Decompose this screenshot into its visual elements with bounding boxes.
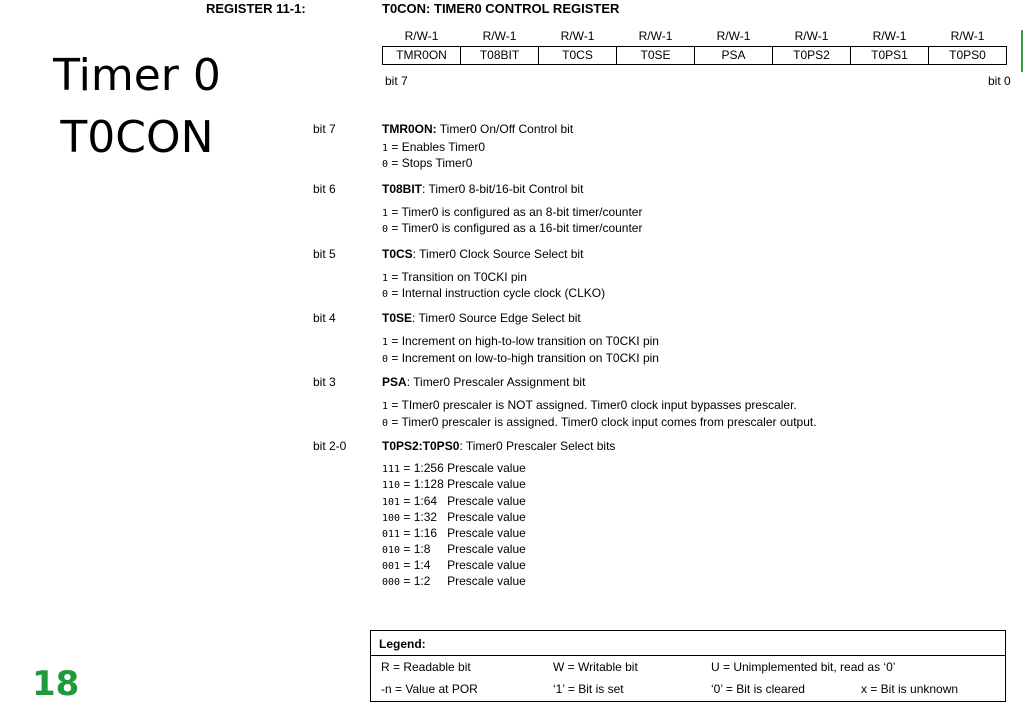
bit-value-text: = Transition on T0CKI pin (388, 270, 527, 284)
prescale-value-line (382, 526, 526, 540)
bit-value-code: 0 (382, 289, 389, 300)
bit-name-cell: T0PS0 (929, 46, 1007, 64)
access-cell: R/W-1 (716, 29, 751, 44)
access-row (383, 28, 1007, 46)
bit-field-desc: : Timer0 Source Edge Select bit (412, 311, 581, 325)
bit-heading (382, 182, 583, 196)
bit-field-name: TMR0ON: (382, 122, 437, 136)
bit-name-cell: T0PS1 (851, 46, 929, 64)
bit-value-code: 1 (382, 337, 389, 348)
bit-value-text: = 1:8 Prescale value (400, 542, 526, 556)
access-cell: R/W-1 (638, 29, 673, 44)
bit-number: bit 6 (313, 182, 336, 196)
bit-number: bit 2-0 (313, 439, 347, 453)
legend-bit-cleared: ‘0’ = Bit is cleared (711, 682, 805, 696)
bit-value-text: = Timer0 is configured as a 16-bit timer/counter (388, 221, 643, 235)
legend-readable: R = Readable bit (381, 660, 471, 674)
bit-value-line (382, 398, 797, 412)
bit-value-line (382, 415, 817, 429)
prescale-value-line (382, 510, 526, 524)
bit-value-line (382, 286, 605, 300)
bit-field-name: PSA (382, 375, 407, 389)
legend-box (370, 630, 1006, 702)
bit-field-desc: : Timer0 8-bit/16-bit Control bit (422, 182, 584, 196)
bit-number: bit 3 (313, 375, 336, 389)
bit-heading (382, 375, 585, 389)
access-cell: R/W-1 (872, 29, 907, 44)
bit-value-code: 0 (382, 224, 389, 235)
bit-heading (382, 439, 615, 453)
bit-value-line (382, 156, 472, 170)
prescale-value-line (382, 477, 526, 491)
page-number: 18 (32, 664, 80, 704)
bit-value-code: 1 (382, 143, 389, 154)
bit-value-code: 000 (382, 577, 401, 588)
bit-value-text: = 1:64 Prescale value (400, 494, 526, 508)
slide-title-timer0: Timer 0 (53, 50, 221, 101)
bit-field-name: T0PS2:T0PS0 (382, 439, 460, 453)
lsb-label: bit 0 (988, 74, 1011, 88)
bit-number: bit 7 (313, 122, 336, 136)
bit-field-name: T08BIT (382, 182, 423, 196)
legend-bit-set: ‘1’ = Bit is set (553, 682, 624, 696)
bit-name-cell: T0PS2 (773, 46, 851, 64)
bit-value-line (382, 270, 527, 284)
legend-value-at-por: -n = Value at POR (381, 682, 478, 696)
bit-field-name: T0SE (382, 311, 413, 325)
legend-writable: W = Writable bit (553, 660, 638, 674)
register-label: REGISTER 11-1: (206, 1, 306, 16)
bit-heading (382, 247, 583, 261)
bit-value-code: 0 (382, 159, 389, 170)
prescale-value-line (382, 461, 526, 475)
bit-value-text: = Enables Timer0 (388, 140, 486, 154)
register-bit-table (382, 28, 1007, 65)
bit-value-text: = Timer0 is configured as an 8-bit timer/counter (388, 205, 643, 219)
bit-value-code: 010 (382, 545, 401, 556)
bit-field-desc: Timer0 On/Off Control bit (436, 122, 574, 136)
legend-bit-unknown: x = Bit is unknown (861, 682, 959, 696)
bit-value-text: = 1:256 Prescale value (400, 461, 526, 475)
bit-value-line (382, 351, 659, 365)
bit-value-code: 1 (382, 208, 389, 219)
bit-field-desc: : Timer0 Prescaler Assignment bit (406, 375, 586, 389)
bit-value-text: = TImer0 prescaler is NOT assigned. Timer0 clock input bypasses prescaler. (388, 398, 797, 412)
msb-label: bit 7 (385, 74, 408, 88)
bit-name-cell: T0CS (539, 46, 617, 64)
bit-field-desc: : Timer0 Clock Source Select bit (412, 247, 584, 261)
bit-number: bit 5 (313, 247, 336, 261)
bit-value-line (382, 205, 642, 219)
bit-number: bit 4 (313, 311, 336, 325)
bit-value-line (382, 140, 485, 154)
register-title: T0CON: TIMER0 CONTROL REGISTER (382, 1, 620, 16)
bit-value-text: = 1:4 Prescale value (400, 558, 526, 572)
prescale-value-line (382, 542, 526, 556)
bit-value-code: 111 (382, 464, 401, 475)
bit-value-code: 1 (382, 401, 389, 412)
prescale-value-line (382, 494, 526, 508)
bit-name-row (383, 46, 1007, 64)
bit-value-line (382, 334, 659, 348)
legend-unimplemented: U = Unimplemented bit, read as ‘0’ (711, 660, 896, 674)
bit-name-cell: PSA (695, 46, 773, 64)
bit-value-code: 1 (382, 273, 389, 284)
legend-title: Legend: (379, 637, 426, 651)
bit-value-code: 101 (382, 497, 401, 508)
bit-value-text: = Internal instruction cycle clock (CLKO) (388, 286, 606, 300)
bit-value-text: = Stops Timer0 (388, 156, 473, 170)
bit-value-text: = Increment on high-to-low transition on T0CKI pin (388, 334, 659, 348)
access-cell: R/W-1 (794, 29, 829, 44)
bit-value-code: 0 (382, 418, 389, 429)
bit-value-code: 0 (382, 354, 389, 365)
bit-value-text: = 1:32 Prescale value (400, 510, 526, 524)
bit-value-text: = 1:2 Prescale value (400, 574, 526, 588)
bit-name-cell: TMR0ON (383, 46, 461, 64)
bit-heading (382, 311, 581, 325)
bit-value-text: = Timer0 prescaler is assigned. Timer0 clock input comes from prescaler output. (388, 415, 817, 429)
bit-value-text: = 1:16 Prescale value (400, 526, 526, 540)
bit-value-code: 110 (382, 480, 401, 491)
legend-divider (371, 655, 1005, 656)
access-cell: R/W-1 (560, 29, 595, 44)
access-cell: R/W-1 (950, 29, 985, 44)
access-cell: R/W-1 (482, 29, 517, 44)
bit-name-cell: T0SE (617, 46, 695, 64)
bit-value-code: 001 (382, 561, 401, 572)
prescale-value-line (382, 558, 526, 572)
access-cell: R/W-1 (404, 29, 439, 44)
bit-heading (382, 122, 573, 136)
bit-value-code: 011 (382, 529, 401, 540)
bit-field-name: T0CS (382, 247, 413, 261)
bit-field-desc: : Timer0 Prescaler Select bits (459, 439, 616, 453)
bit-value-text: = 1:128 Prescale value (400, 477, 526, 491)
slide-subtitle-t0con: T0CON (60, 112, 214, 163)
bit-value-line (382, 221, 642, 235)
bit-value-code: 100 (382, 513, 401, 524)
bit-name-cell: T08BIT (461, 46, 539, 64)
bit-value-text: = Increment on low-to-high transition on T0CKI pin (388, 351, 659, 365)
prescale-value-line (382, 574, 526, 588)
